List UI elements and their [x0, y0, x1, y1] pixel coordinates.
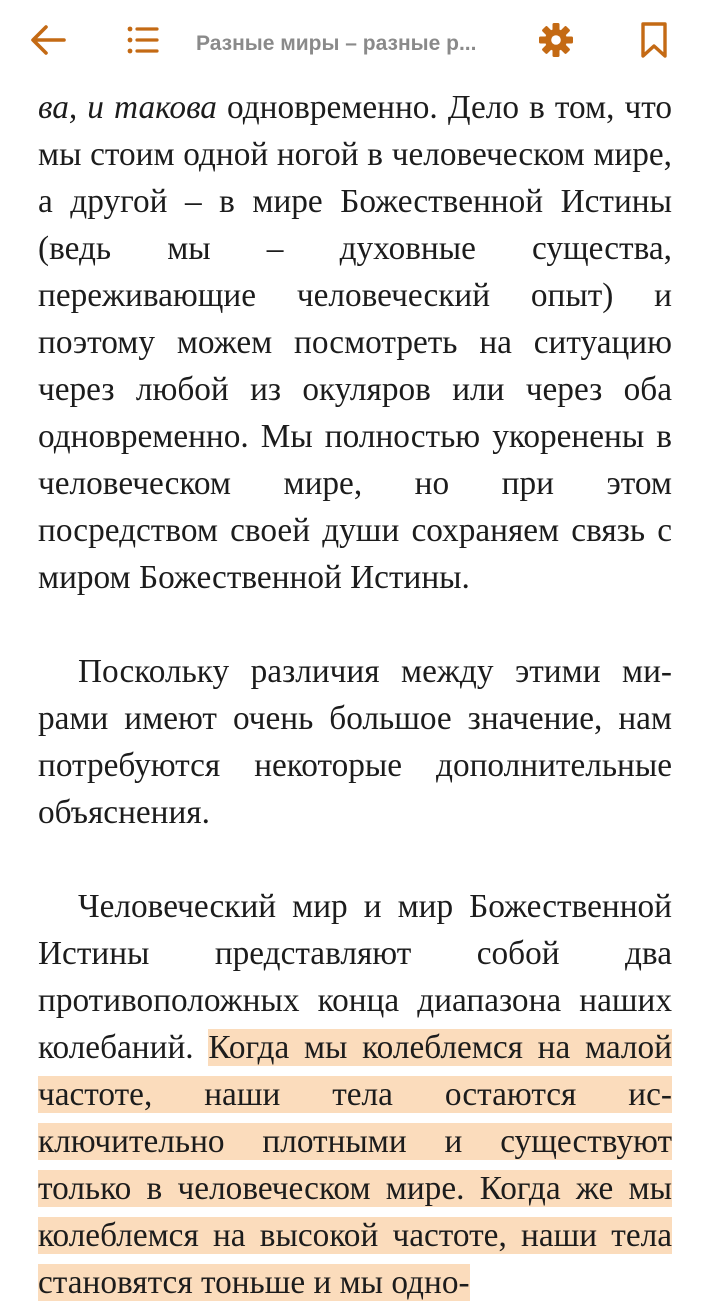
paragraph-3-text: Человеческий мир и мир Божественной Истины представляют собой два противоположных конца диапазона наших колебаний.: [38, 888, 672, 1066]
reader-toolbar: [0, 0, 705, 84]
book-title: Разные миры – разные р...: [196, 32, 477, 55]
book-text: [38, 84, 672, 1306]
bookmark-icon: [636, 20, 672, 60]
italic-fragment: ва, и такова: [38, 89, 217, 126]
bookmark-button[interactable]: [628, 14, 680, 66]
gear-icon: [536, 20, 576, 60]
table-of-contents-button[interactable]: [116, 14, 168, 66]
back-button[interactable]: [22, 14, 74, 66]
paragraph-2: Поскольку различия между этими мирами имеют очень большое значение, нам потребуются некоторые дополнительные объяснения.: [38, 653, 672, 831]
settings-button[interactable]: [530, 14, 582, 66]
back-arrow-icon: [26, 18, 70, 62]
highlighted-passage[interactable]: Когда мы колеблемся на малой частоте, наши тела остаются исключительно плотными и существуют только в человеческом мире. Когда же мы колеблемся на высокой частоте, наши тела становятся тоньше и мы одно-: [38, 1029, 672, 1301]
paragraph-1-text: одновременно. Дело в том, что мы стоим одной ногой в человеческом мире, а другой – в мире Божественной Истины (ведь мы – духовные существа, переживающие человеческий опыт) и поэтому можем посмотреть на ситуацию через любой из окуляров или через оба одновременно. Мы полностью укоренены в человеческом мире, но при этом посредством своей души сохраняем связь с миром Божественной Истины.: [38, 89, 672, 596]
table-of-contents-icon: [122, 20, 162, 60]
paragraph-3: [38, 883, 672, 1306]
paragraph-1: [38, 84, 672, 601]
